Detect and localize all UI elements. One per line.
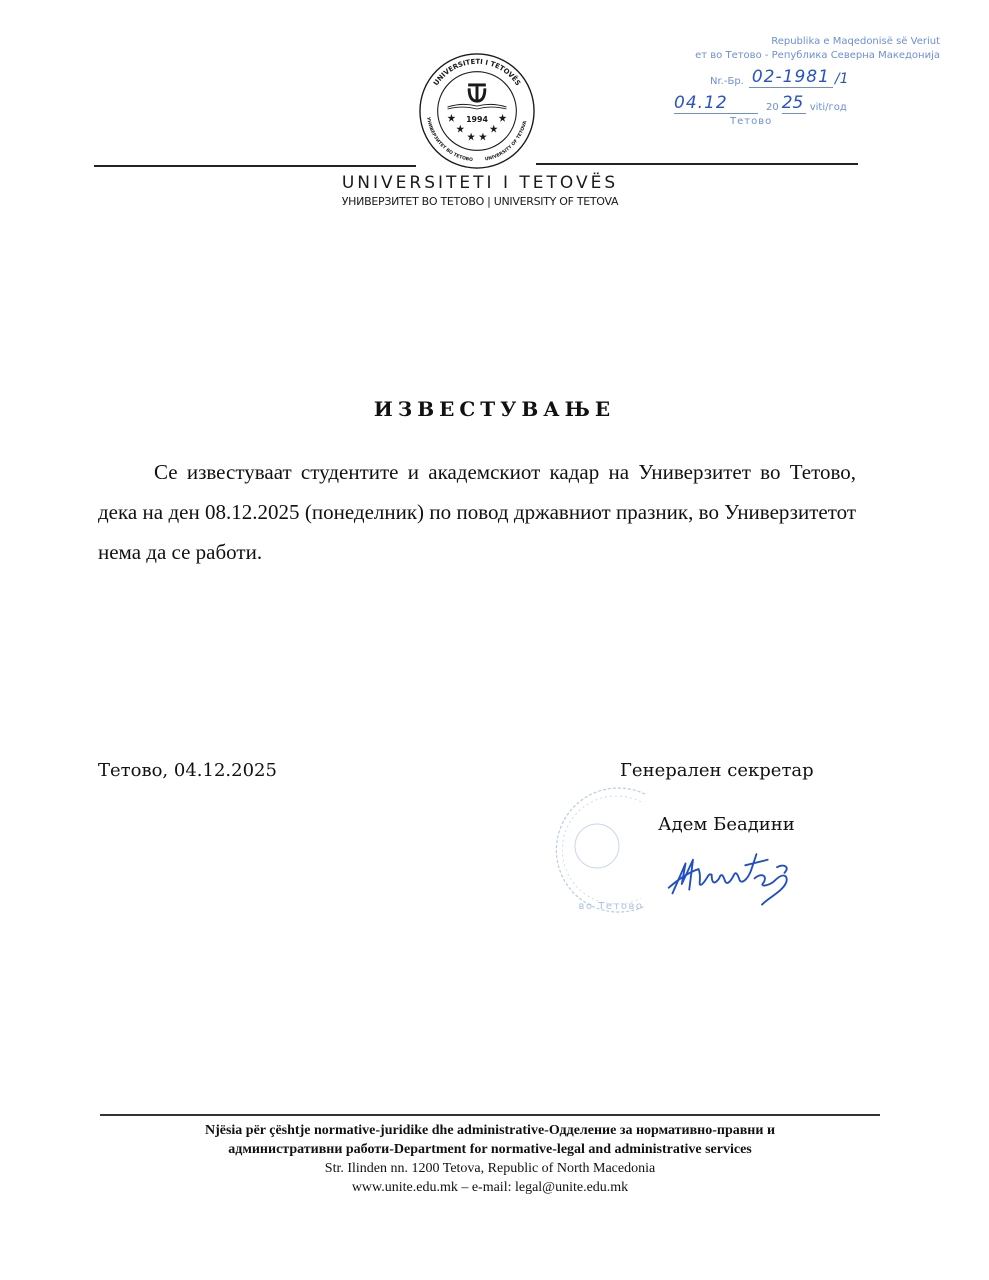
registry-date: 04.12 — [674, 93, 758, 114]
footer-contact: www.unite.edu.mk – e-mail: legal@unite.edu.mk — [351, 1180, 629, 1195]
place-and-date: Тетово, 04.12.2025 — [98, 760, 277, 781]
official-round-stamp — [545, 780, 665, 920]
registry-year: 25 — [782, 93, 806, 114]
footer-department-line1: Njësia për çështje normative-juridike dhe administrative-Одделение за нормативно-правни и — [204, 1123, 776, 1138]
document-title: ИЗВЕСТУВАЊЕ — [373, 397, 616, 421]
registry-stamp-line3: Тетово — [730, 116, 773, 127]
seal-ring-text-left: УНИВЕРЗИТЕТ ВО ТЕТОВО — [425, 116, 474, 164]
signatory-role: Генерален секретар — [620, 760, 814, 781]
seal-ring-text-right: UNIVERSITY OF TETOVA — [484, 120, 529, 163]
registry-number-suffix: /1 — [834, 71, 849, 87]
handwritten-signature — [665, 846, 805, 908]
seal-ring-text-top: UNIVERSITETI I TETOVËS — [431, 57, 523, 88]
university-name: UNIVERSITETI I TETOVËS — [341, 173, 619, 193]
signatory-name: Адем Беадини — [658, 814, 795, 835]
svg-text:UNIVERSITY OF TETOVA — [484, 120, 528, 163]
registry-number-label: Nr.-Бр. — [710, 76, 744, 87]
registry-year-prefix: 20 — [766, 102, 779, 113]
seal-emblem-icon — [448, 83, 507, 109]
header-divider-right — [536, 163, 858, 165]
footer — [90, 1121, 890, 1197]
registry-year-label: viti/год — [809, 102, 847, 113]
seal-year: 1994 — [466, 114, 488, 124]
university-seal-logo — [418, 52, 536, 170]
registry-stamp-line1: Republika e Maqedonisë së Veriut — [771, 36, 940, 47]
registry-stamp — [640, 34, 940, 128]
stamp-text: во Тетово — [578, 901, 644, 912]
registry-stamp-line2: ет во Тетово - Република Северна Македонија — [695, 50, 940, 61]
university-subtitle: УНИВЕРЗИТЕТ ВО ТЕТОВО | UNIVERSITY OF TETOVA — [341, 195, 619, 208]
document-body: Се известуваат студентите и академскиот кадар на Универзитет во Тетово, дека на ден 08.12.2025 (понеделник) по повод државниот празник, во Универзитетот нема да се работи. — [98, 460, 856, 564]
svg-text:UNIVERSITETI I TETOVËS — [432, 58, 522, 87]
header-divider-left — [94, 165, 416, 167]
footer-address: Str. Ilinden nn. 1200 Tetova, Republic of North Macedonia — [324, 1161, 656, 1176]
footer-department-line2: административни работи-Department for normative-legal and administrative services — [228, 1142, 752, 1157]
registry-number-value: 02-1981 — [749, 67, 833, 88]
footer-divider — [100, 1114, 880, 1116]
